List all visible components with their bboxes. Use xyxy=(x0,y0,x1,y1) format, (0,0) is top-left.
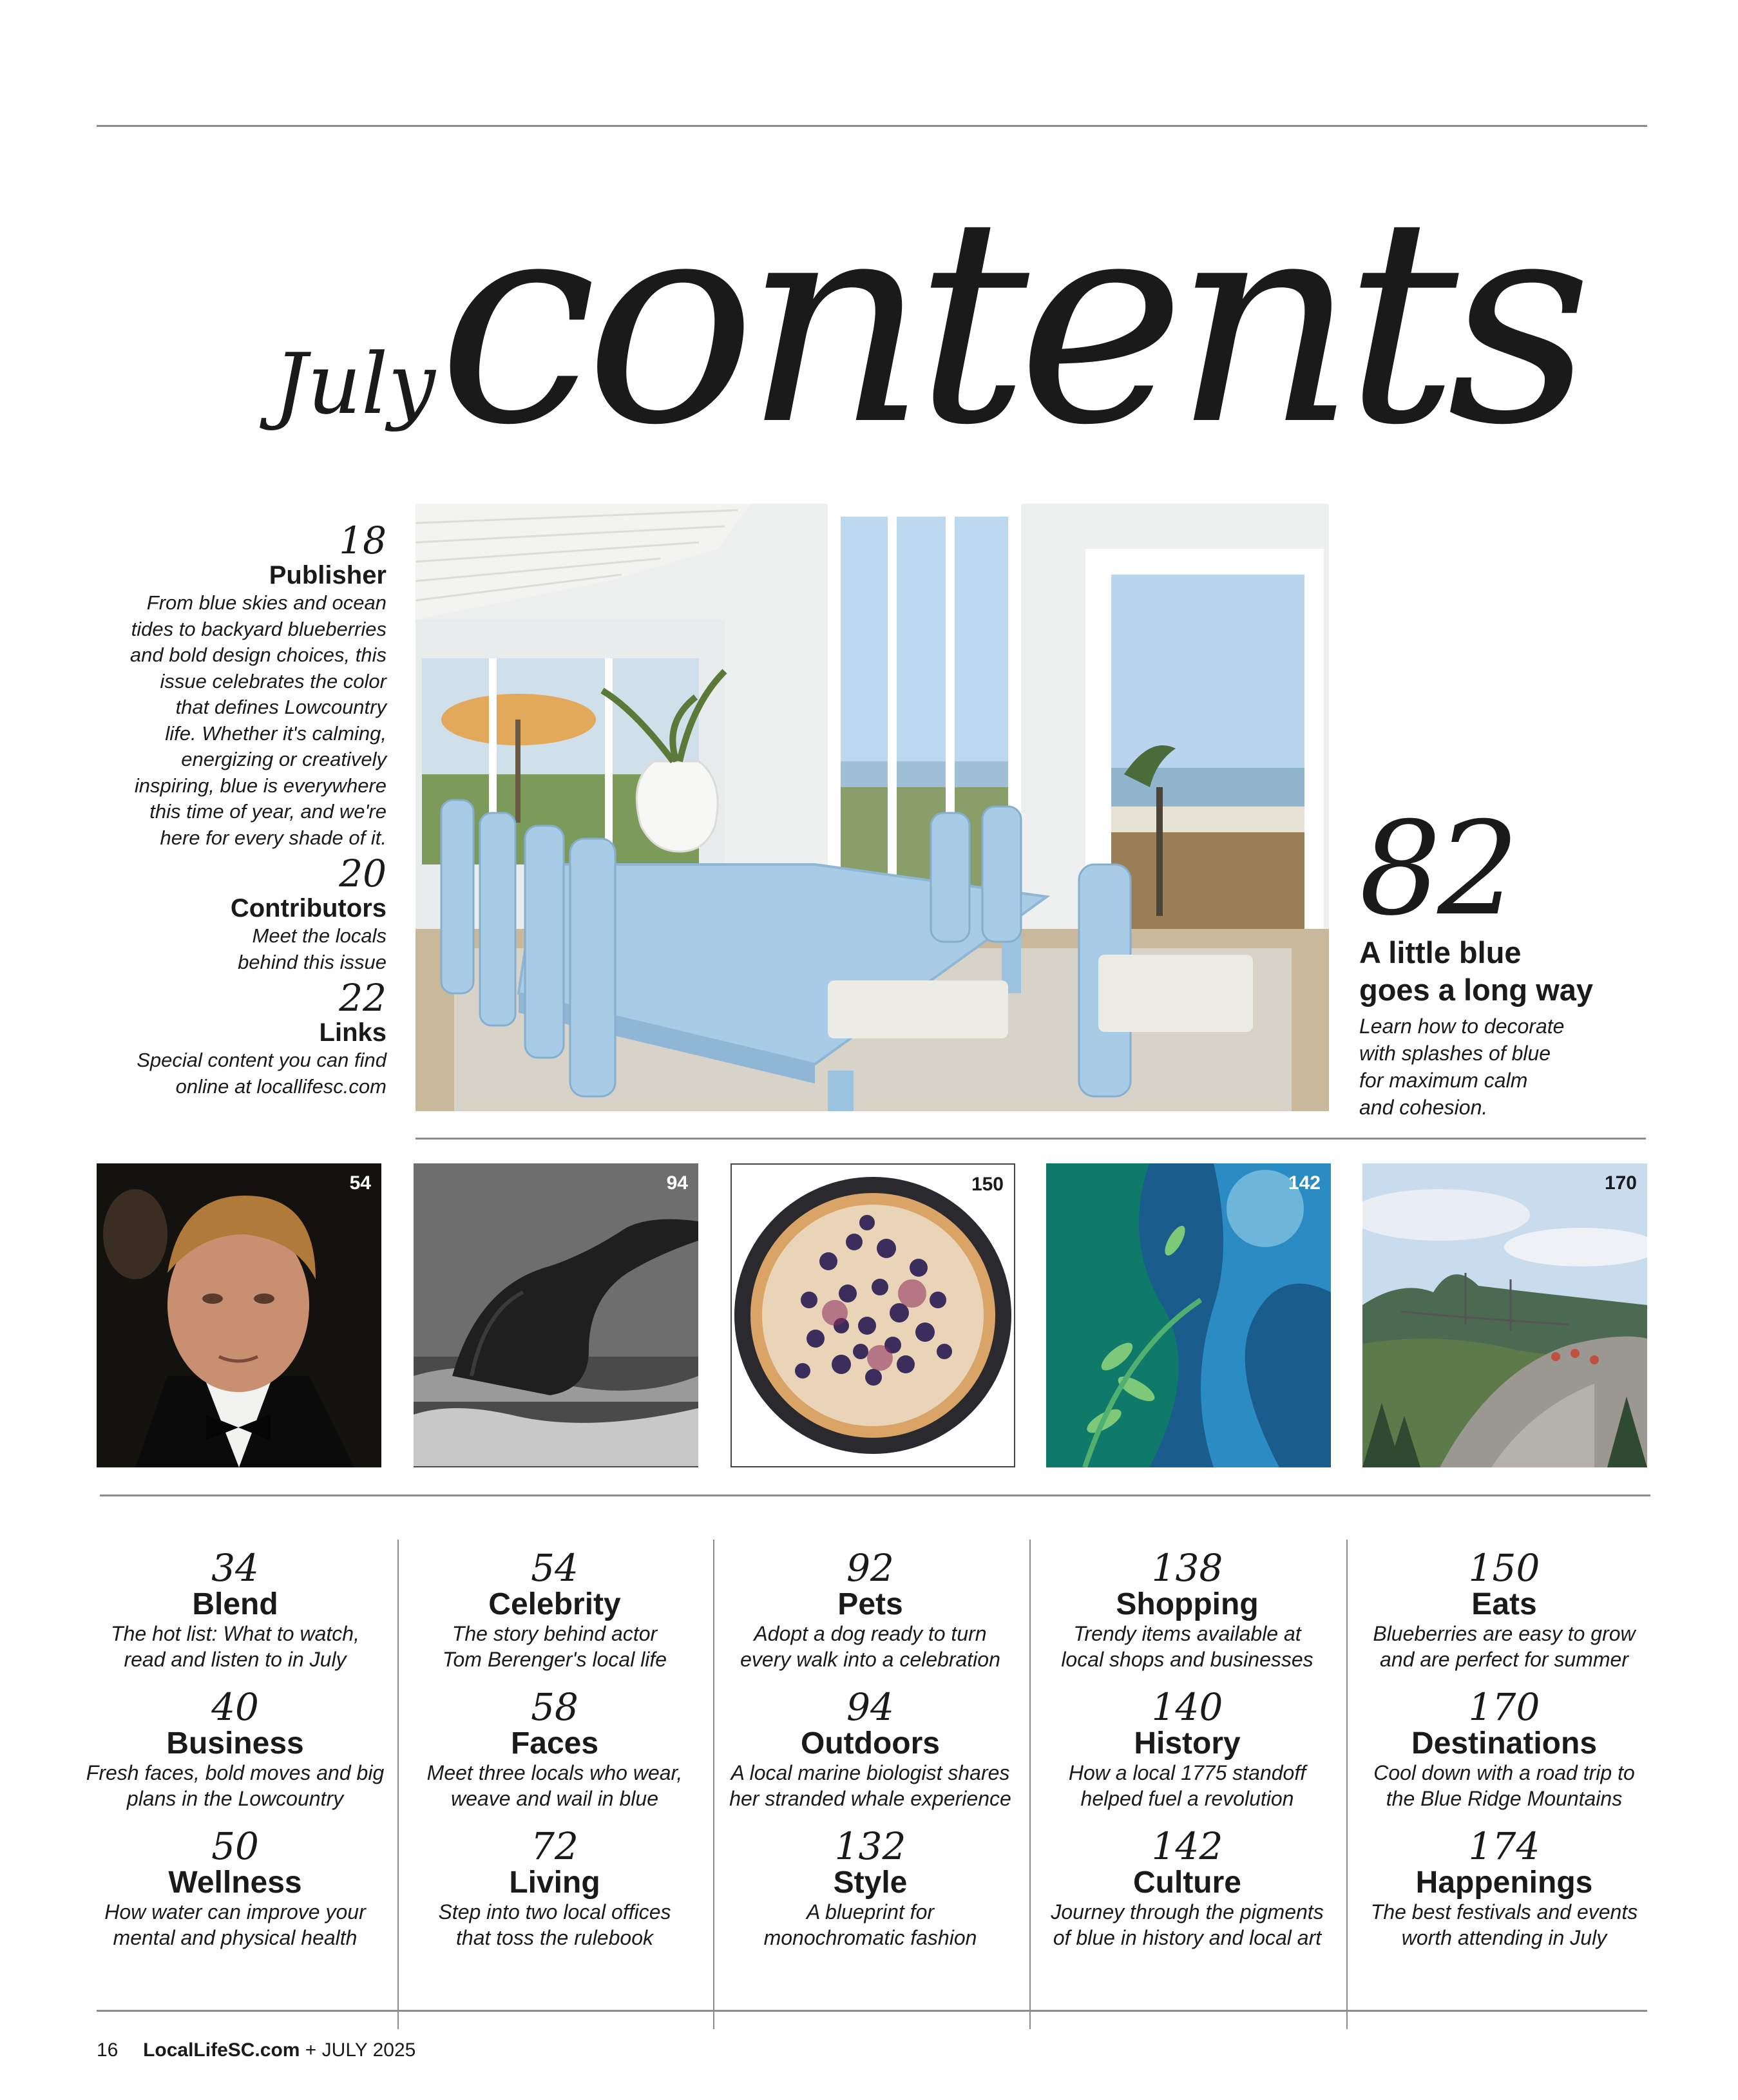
entry-description xyxy=(1346,1760,1662,1811)
entry-heading: Happenings xyxy=(1415,1866,1593,1900)
entry-description xyxy=(397,1760,712,1811)
desc-line: Learn how to decorate xyxy=(1359,1015,1565,1038)
page-footer xyxy=(97,2039,415,2061)
desc-line: helped fuel a revolution xyxy=(1080,1787,1294,1810)
entry-heading: Living xyxy=(509,1866,600,1900)
desc-line: monochromatic fashion xyxy=(763,1926,977,1949)
thumbnail-tart[interactable] xyxy=(731,1163,1015,1467)
toc-entry-links[interactable] xyxy=(97,978,387,1100)
thumbnail-portrait[interactable] xyxy=(97,1163,381,1467)
desc-line: online at locallifesc.com xyxy=(175,1074,387,1098)
entry-heading: Links xyxy=(319,1018,387,1047)
desc-line: here for every shade of it. xyxy=(160,826,387,849)
entry-page: 132 xyxy=(834,1824,906,1868)
desc-line: The best festivals and events xyxy=(1370,1900,1638,1923)
entry-page: 170 xyxy=(1468,1685,1540,1729)
footer-site-link[interactable]: LocalLifeSC.com xyxy=(143,2039,300,2061)
whale-tail-photo-icon xyxy=(414,1163,698,1467)
entry-page: 94 xyxy=(846,1685,894,1729)
desc-line: Blueberries are easy to grow xyxy=(1373,1622,1636,1645)
desc-line: energizing or creatively xyxy=(181,748,387,770)
toc-entry[interactable] xyxy=(1029,1686,1345,1826)
desc-line: Adopt a dog ready to turn xyxy=(754,1622,987,1645)
footer-page-number: 16 xyxy=(97,2039,119,2061)
desc-line: tides to backyard blueberries xyxy=(131,617,387,640)
entry-heading: Contributors xyxy=(230,894,387,922)
toc-entry[interactable] xyxy=(712,1826,1028,1965)
desc-line: read and listen to in July xyxy=(124,1648,347,1671)
desc-line: behind this issue xyxy=(238,950,387,973)
lower-section-rule xyxy=(100,1494,1650,1496)
entry-page: 40 xyxy=(211,1685,259,1729)
desc-line: her stranded whale experience xyxy=(729,1787,1011,1810)
desc-line: local shops and businesses xyxy=(1061,1648,1313,1671)
entry-description xyxy=(397,1899,712,1951)
desc-line: life. Whether it's calming, xyxy=(165,721,387,745)
entry-page: 174 xyxy=(1468,1824,1540,1868)
entry-heading: Style xyxy=(833,1866,908,1900)
entry-description xyxy=(712,1899,1028,1951)
hero-dining-room-photo[interactable] xyxy=(415,504,1329,1111)
thumbnail-page-badge: 142 xyxy=(1288,1172,1321,1194)
entry-page: 58 xyxy=(531,1685,578,1729)
entry-description xyxy=(77,1899,393,1951)
desc-line: From blue skies and ocean xyxy=(146,591,387,614)
desc-line: A local marine biologist shares xyxy=(731,1761,1010,1784)
toc-entry-publisher[interactable] xyxy=(97,520,387,851)
top-rule xyxy=(97,125,1647,127)
desc-line: Tom Berenger's local life xyxy=(442,1648,667,1671)
toc-entry[interactable] xyxy=(397,1826,712,1965)
toc-entry-contributors[interactable] xyxy=(97,854,387,975)
desc-line: Journey through the pigments xyxy=(1051,1900,1324,1923)
desc-line: Trendy items available at xyxy=(1073,1622,1301,1645)
desc-line: for maximum calm xyxy=(1359,1069,1528,1092)
portrait-photo-icon xyxy=(97,1163,381,1467)
entry-description xyxy=(97,923,387,975)
entry-page: 150 xyxy=(1468,1546,1540,1590)
feature-heading xyxy=(1359,934,1630,1009)
entry-description xyxy=(1029,1760,1345,1811)
entry-page: 140 xyxy=(1151,1685,1223,1729)
desc-line: issue celebrates the color xyxy=(160,669,387,692)
entry-heading: Culture xyxy=(1133,1866,1241,1900)
desc-line: mental and physical health xyxy=(113,1926,358,1949)
entry-heading: History xyxy=(1134,1726,1241,1761)
entry-heading: Business xyxy=(166,1726,304,1761)
toc-entry[interactable] xyxy=(397,1686,712,1826)
desc-line: of blue in history and local art xyxy=(1053,1926,1322,1949)
toc-entry[interactable] xyxy=(1029,1547,1345,1686)
desc-line: Special content you can find xyxy=(137,1049,387,1071)
desc-line: and cohesion. xyxy=(1359,1096,1488,1119)
footer-issue: + JULY 2025 xyxy=(305,2039,416,2061)
entry-page: 142 xyxy=(1151,1824,1223,1868)
heading-line: goes a long way xyxy=(1359,973,1594,1007)
toc-entry[interactable] xyxy=(712,1686,1028,1826)
desc-line: Step into two local offices xyxy=(438,1900,671,1923)
left-entries xyxy=(97,520,387,1100)
desc-line: plans in the Lowcountry xyxy=(126,1787,344,1810)
title-month: July xyxy=(274,335,435,433)
thumbnail-page-badge: 94 xyxy=(666,1172,688,1194)
desc-line: Cool down with a road trip to xyxy=(1373,1761,1635,1784)
desc-line: the Blue Ridge Mountains xyxy=(1386,1787,1623,1810)
entry-heading: Publisher xyxy=(269,561,387,589)
toc-entry[interactable] xyxy=(1346,1826,1662,1965)
upper-section-rule xyxy=(415,1138,1646,1140)
entry-heading: Celebrity xyxy=(488,1587,621,1621)
entry-description xyxy=(712,1760,1028,1811)
toc-entry[interactable] xyxy=(77,1686,393,1826)
entry-page: 18 xyxy=(339,519,387,562)
desc-line: Fresh faces, bold moves and big xyxy=(86,1761,385,1784)
entry-page: 50 xyxy=(211,1824,259,1868)
desc-line: How water can improve your xyxy=(104,1900,366,1923)
entry-page: 20 xyxy=(339,852,387,895)
desc-line: inspiring, blue is everywhere xyxy=(134,774,387,797)
entry-heading: Blend xyxy=(192,1587,278,1621)
entry-page: 34 xyxy=(211,1546,259,1590)
desc-line: Meet the locals xyxy=(252,924,387,947)
desc-line: that toss the rulebook xyxy=(456,1926,653,1949)
desc-line: worth attending in July xyxy=(1401,1926,1607,1949)
toc-entry[interactable] xyxy=(1346,1547,1662,1686)
toc-column xyxy=(397,1547,712,1965)
page-title xyxy=(0,157,1738,487)
desc-line: How a local 1775 standoff xyxy=(1068,1761,1306,1784)
entry-description xyxy=(1346,1899,1662,1951)
toc-entry[interactable] xyxy=(1346,1686,1662,1826)
thumbnail-page-badge: 150 xyxy=(971,1174,1004,1195)
entry-heading: Faces xyxy=(510,1726,599,1761)
entry-heading: Pets xyxy=(837,1587,903,1621)
desc-line: and are perfect for summer xyxy=(1380,1648,1628,1671)
toc-column xyxy=(77,1547,393,1965)
desc-line: with splashes of blue xyxy=(1359,1042,1551,1065)
desc-line: The story behind actor xyxy=(452,1622,658,1645)
desc-line: that defines Lowcountry xyxy=(175,696,387,718)
feature-description xyxy=(1359,1013,1630,1121)
entry-description xyxy=(97,1047,387,1100)
thumbnail-whale[interactable] xyxy=(414,1163,698,1467)
toc-column xyxy=(712,1547,1028,1965)
entry-description xyxy=(1029,1899,1345,1951)
thumbnail-page-badge: 170 xyxy=(1604,1172,1637,1194)
toc-entry[interactable] xyxy=(1029,1826,1345,1965)
entry-description xyxy=(77,1760,393,1811)
entry-description xyxy=(712,1621,1028,1672)
entry-heading: Destinations xyxy=(1411,1726,1598,1761)
thumbnail-page-badge: 54 xyxy=(349,1172,371,1194)
toc-entry[interactable] xyxy=(77,1547,393,1686)
desc-line: this time of year, and we're xyxy=(149,800,387,823)
entry-page: 22 xyxy=(339,976,387,1020)
blueberry-tart-photo-icon xyxy=(732,1165,1014,1466)
entry-page: 138 xyxy=(1151,1546,1223,1590)
thumbnail-painting[interactable] xyxy=(1046,1163,1331,1467)
thumbnail-mountain[interactable] xyxy=(1362,1163,1647,1467)
toc-entry[interactable] xyxy=(712,1547,1028,1686)
entry-page: 92 xyxy=(846,1546,894,1590)
entry-page: 72 xyxy=(531,1824,578,1868)
entry-description xyxy=(397,1621,712,1672)
entry-description xyxy=(1346,1621,1662,1672)
title-word: contents xyxy=(438,157,1581,487)
entry-heading: Outdoors xyxy=(801,1726,940,1761)
desc-line: and bold design choices, this xyxy=(129,644,387,666)
feature-story[interactable] xyxy=(1359,794,1630,1121)
toc-entry[interactable] xyxy=(397,1547,712,1686)
entry-heading: Eats xyxy=(1471,1587,1537,1621)
entry-description xyxy=(1029,1621,1345,1672)
desc-line: Meet three locals who wear, xyxy=(426,1761,683,1784)
toc-column xyxy=(1346,1547,1662,1965)
entry-description xyxy=(77,1621,393,1672)
entry-description xyxy=(97,590,387,851)
entry-page: 54 xyxy=(531,1546,578,1590)
mountain-bridge-photo-icon xyxy=(1362,1163,1647,1467)
feature-page: 82 xyxy=(1359,794,1516,944)
desc-line: A blueprint for xyxy=(806,1900,935,1923)
toc-column xyxy=(1029,1547,1345,1965)
toc-entry[interactable] xyxy=(77,1826,393,1965)
blue-painting-photo-icon xyxy=(1046,1163,1331,1467)
desc-line: weave and wail in blue xyxy=(451,1787,658,1810)
heading-line: A little blue xyxy=(1359,935,1522,969)
desc-line: The hot list: What to watch, xyxy=(111,1622,359,1645)
entry-heading: Wellness xyxy=(168,1866,302,1900)
bottom-rule xyxy=(97,2010,1647,2012)
entry-heading: Shopping xyxy=(1116,1587,1259,1621)
desc-line: every walk into a celebration xyxy=(740,1648,1000,1671)
